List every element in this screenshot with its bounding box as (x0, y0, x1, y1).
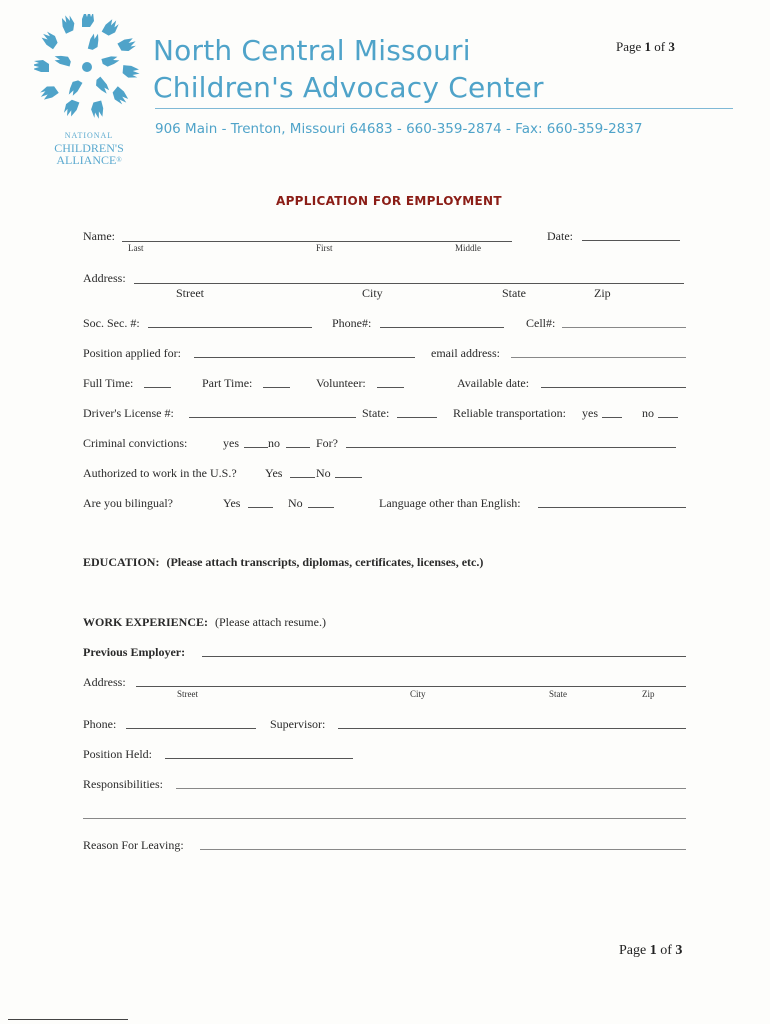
footer-rule (8, 1019, 128, 1020)
hands-circle-logo-icon (34, 14, 140, 120)
parttime-label: Part Time: (202, 376, 253, 390)
supervisor-field[interactable] (338, 728, 686, 729)
position-field[interactable] (194, 357, 415, 358)
criminal-no: no (268, 436, 280, 450)
work-heading-row (83, 615, 326, 630)
criminal-yes: yes (223, 436, 239, 450)
authorized-yes: Yes (265, 466, 283, 480)
available-field[interactable] (541, 387, 686, 388)
parttime-field[interactable] (263, 387, 290, 388)
addr-sub-state: State (502, 286, 526, 300)
national-childrens-alliance (44, 130, 134, 166)
name-label: Name: (83, 229, 115, 243)
phone-field[interactable] (380, 327, 504, 328)
name-sub-last: Last (128, 243, 144, 253)
work-note: (Please attach resume.) (215, 615, 326, 629)
footer-page-of: of (660, 943, 672, 958)
cell-label: Cell#: (526, 316, 556, 330)
fulltime-label: Full Time: (83, 376, 134, 390)
fulltime-field[interactable] (144, 387, 171, 388)
addr-sub-street: Street (176, 286, 204, 300)
language-label: Language other than English: (379, 496, 521, 510)
criminal-no-field[interactable] (286, 447, 310, 448)
date-field[interactable] (582, 240, 680, 241)
criminal-label: Criminal convictions: (83, 436, 188, 450)
work-address-field[interactable] (136, 686, 686, 687)
org-name-line2: Children's Advocacy Center (153, 71, 544, 104)
license-label: Driver's License #: (83, 406, 174, 420)
employer-label: Previous Employer: (83, 645, 186, 659)
reason-label: Reason For Leaving: (83, 838, 184, 852)
alliance-line2: CHILDREN'S (54, 141, 124, 155)
bilingual-yes: Yes (223, 496, 241, 510)
work-sub-city: City (410, 689, 426, 699)
phone-label: Phone#: (332, 316, 372, 330)
email-field[interactable] (511, 357, 686, 358)
name-field[interactable] (122, 241, 512, 242)
work-sub-street: Street (177, 689, 198, 699)
criminal-for: For? (316, 436, 338, 450)
footer-page-total: 3 (675, 943, 683, 958)
education-note: (Please attach transcripts, diplomas, certificates, licenses, etc.) (166, 555, 484, 569)
education-heading-row (83, 555, 483, 570)
form-title: APPLICATION FOR EMPLOYMENT (276, 194, 502, 208)
volunteer-label: Volunteer: (316, 376, 366, 390)
page-label: Page (616, 39, 642, 54)
work-phone-field[interactable] (126, 728, 256, 729)
employer-field[interactable] (202, 656, 686, 657)
logo (34, 14, 140, 120)
authorized-no: No (316, 466, 331, 480)
page-number-bottom (619, 943, 682, 959)
responsibilities-label: Responsibilities: (83, 777, 164, 791)
work-sub-state: State (549, 689, 567, 699)
alliance-mark: ® (116, 156, 122, 164)
ssn-field[interactable] (148, 327, 312, 328)
reason-field[interactable] (200, 849, 686, 850)
license-state-field[interactable] (397, 417, 437, 418)
transport-no-field[interactable] (658, 417, 678, 418)
work-heading: WORK EXPERIENCE: (83, 615, 209, 629)
email-label: email address: (431, 346, 500, 360)
address-label: Address: (83, 271, 126, 285)
position-label: Position applied for: (83, 346, 181, 360)
addr-sub-city: City (362, 286, 383, 300)
authorized-label: Authorized to work in the U.S.? (83, 466, 237, 480)
date-label: Date: (547, 229, 573, 243)
bilingual-label: Are you bilingual? (83, 496, 173, 510)
responsibilities-field[interactable] (176, 788, 686, 789)
education-heading: EDUCATION: (83, 555, 160, 569)
org-name-line1: North Central Missouri (153, 34, 471, 67)
supervisor-label: Supervisor: (270, 717, 326, 731)
alliance-line3: ALLIANCE (56, 153, 117, 167)
work-phone-label: Phone: (83, 717, 117, 731)
header-rule (155, 108, 733, 109)
address-field[interactable] (134, 283, 684, 284)
name-sub-first: First (316, 243, 333, 253)
footer-page-num: 1 (649, 943, 657, 958)
addr-sub-zip: Zip (594, 286, 611, 300)
language-field[interactable] (538, 507, 686, 508)
footer-page-label: Page (619, 943, 647, 958)
contact-info: 906 Main - Trenton, Missouri 64683 - 660-359-2874 - Fax: 660-359-2837 (155, 121, 643, 137)
page-of: of (654, 39, 666, 54)
responsibilities-field-2[interactable] (83, 818, 686, 819)
cell-field[interactable] (562, 327, 686, 328)
license-state-label: State: (362, 406, 390, 420)
authorized-no-field[interactable] (335, 477, 362, 478)
bilingual-no-field[interactable] (308, 507, 334, 508)
alliance-line3-wrap (44, 154, 134, 166)
license-field[interactable] (189, 417, 356, 418)
bilingual-yes-field[interactable] (248, 507, 273, 508)
page-num: 1 (644, 39, 652, 54)
position-held-label: Position Held: (83, 747, 153, 761)
ssn-label: Soc. Sec. #: (83, 316, 140, 330)
alliance-line1: NATIONAL (64, 131, 114, 140)
position-held-field[interactable] (165, 758, 353, 759)
page-total: 3 (668, 39, 675, 54)
name-sub-middle: Middle (455, 243, 481, 253)
authorized-yes-field[interactable] (290, 477, 315, 478)
criminal-yes-field[interactable] (244, 447, 268, 448)
criminal-for-field[interactable] (346, 447, 676, 448)
available-label: Available date: (457, 376, 530, 390)
page-number-top (616, 39, 675, 55)
work-address-label: Address: (83, 675, 126, 689)
transport-yes: yes (582, 406, 598, 420)
transport-label: Reliable transportation: (453, 406, 566, 420)
volunteer-field[interactable] (377, 387, 404, 388)
work-sub-zip: Zip (642, 689, 655, 699)
bilingual-no: No (288, 496, 303, 510)
transport-no: no (642, 406, 654, 420)
transport-yes-field[interactable] (602, 417, 622, 418)
